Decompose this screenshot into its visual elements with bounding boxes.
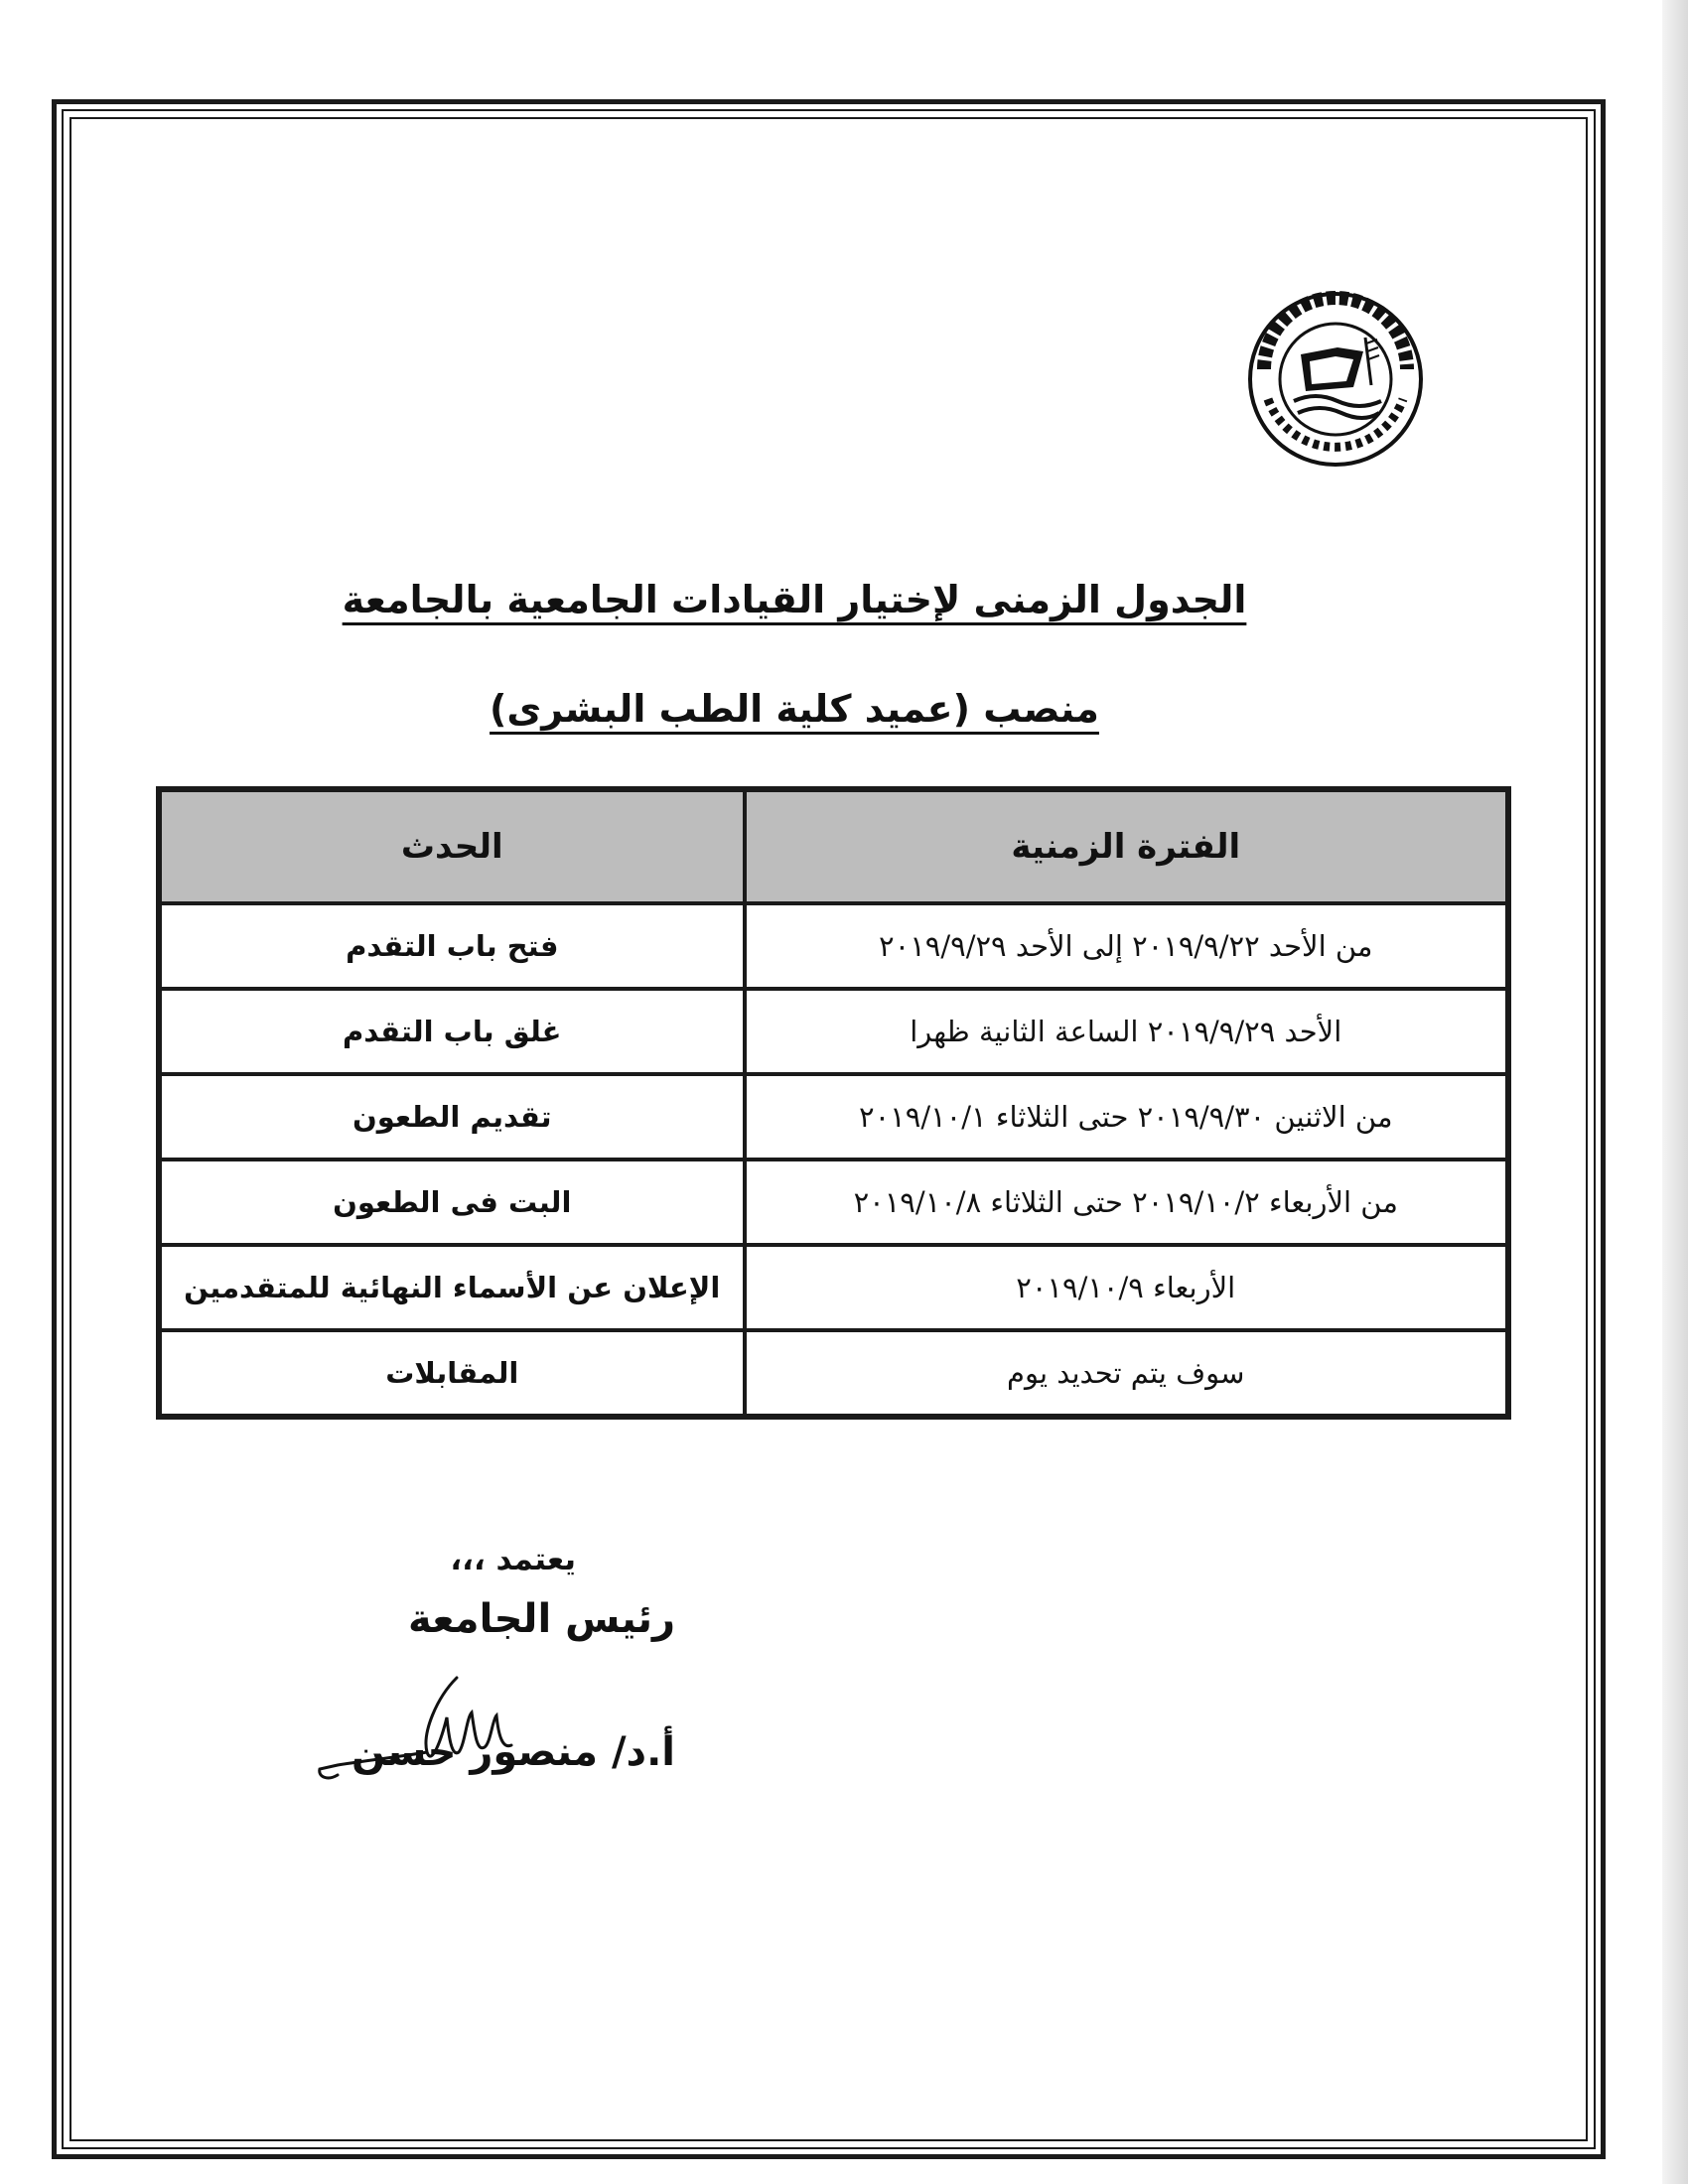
table-row <box>160 1245 1507 1330</box>
event-cell: فتح باب التقدم <box>160 903 745 989</box>
university-seal-icon <box>1246 290 1425 469</box>
table-row <box>160 1330 1507 1416</box>
period-cell: الأحد ٢٠١٩/٩/٢٩ الساعة الثانية ظهرا <box>745 989 1507 1074</box>
scan-edge <box>1662 0 1688 2184</box>
document-title-text: الجدول الزمنى لإختيار القيادات الجامعية بالجامعة <box>342 578 1247 621</box>
table-row <box>160 1074 1507 1160</box>
university-logo <box>1246 290 1425 469</box>
event-cell: غلق باب التقدم <box>160 989 745 1074</box>
table-row <box>160 903 1507 989</box>
schedule-table-head <box>160 790 1507 903</box>
period-cell: من الاثنين ٢٠١٩/٩/٣٠ حتى الثلاثاء ٢٠١٩/١٠/١ <box>745 1074 1507 1160</box>
signatory-role: رئيس الجامعة <box>407 1596 675 1642</box>
signatory-name: أ.د/ منصور حسن <box>351 1729 675 1775</box>
approval-label: يعتمد ،،، <box>450 1542 576 1577</box>
event-cell: الإعلان عن الأسماء النهائية للمتقدمين <box>160 1245 745 1330</box>
period-cell: سوف يتم تحديد يوم <box>745 1330 1507 1416</box>
event-cell: تقديم الطعون <box>160 1074 745 1160</box>
period-cell: الأربعاء ٢٠١٩/١٠/٩ <box>745 1245 1507 1330</box>
period-cell: من الأحد ٢٠١٩/٩/٢٢ إلى الأحد ٢٠١٩/٩/٢٩ <box>745 903 1507 989</box>
header-period: الفترة الزمنية <box>745 790 1507 903</box>
table-row <box>160 1160 1507 1245</box>
header-row <box>160 790 1507 903</box>
document-subtitle-text: منصب (عميد كلية الطب البشرى) <box>490 687 1099 731</box>
period-cell: من الأربعاء ٢٠١٩/١٠/٢ حتى الثلاثاء ٢٠١٩/١٠/٨ <box>745 1160 1507 1245</box>
document-subtitle <box>298 687 1291 731</box>
schedule-table-body <box>160 903 1507 1416</box>
document-title <box>298 578 1291 621</box>
schedule-table <box>156 786 1511 1420</box>
event-cell: المقابلات <box>160 1330 745 1416</box>
header-event: الحدث <box>160 790 745 903</box>
table-row <box>160 989 1507 1074</box>
event-cell: البت فى الطعون <box>160 1160 745 1245</box>
